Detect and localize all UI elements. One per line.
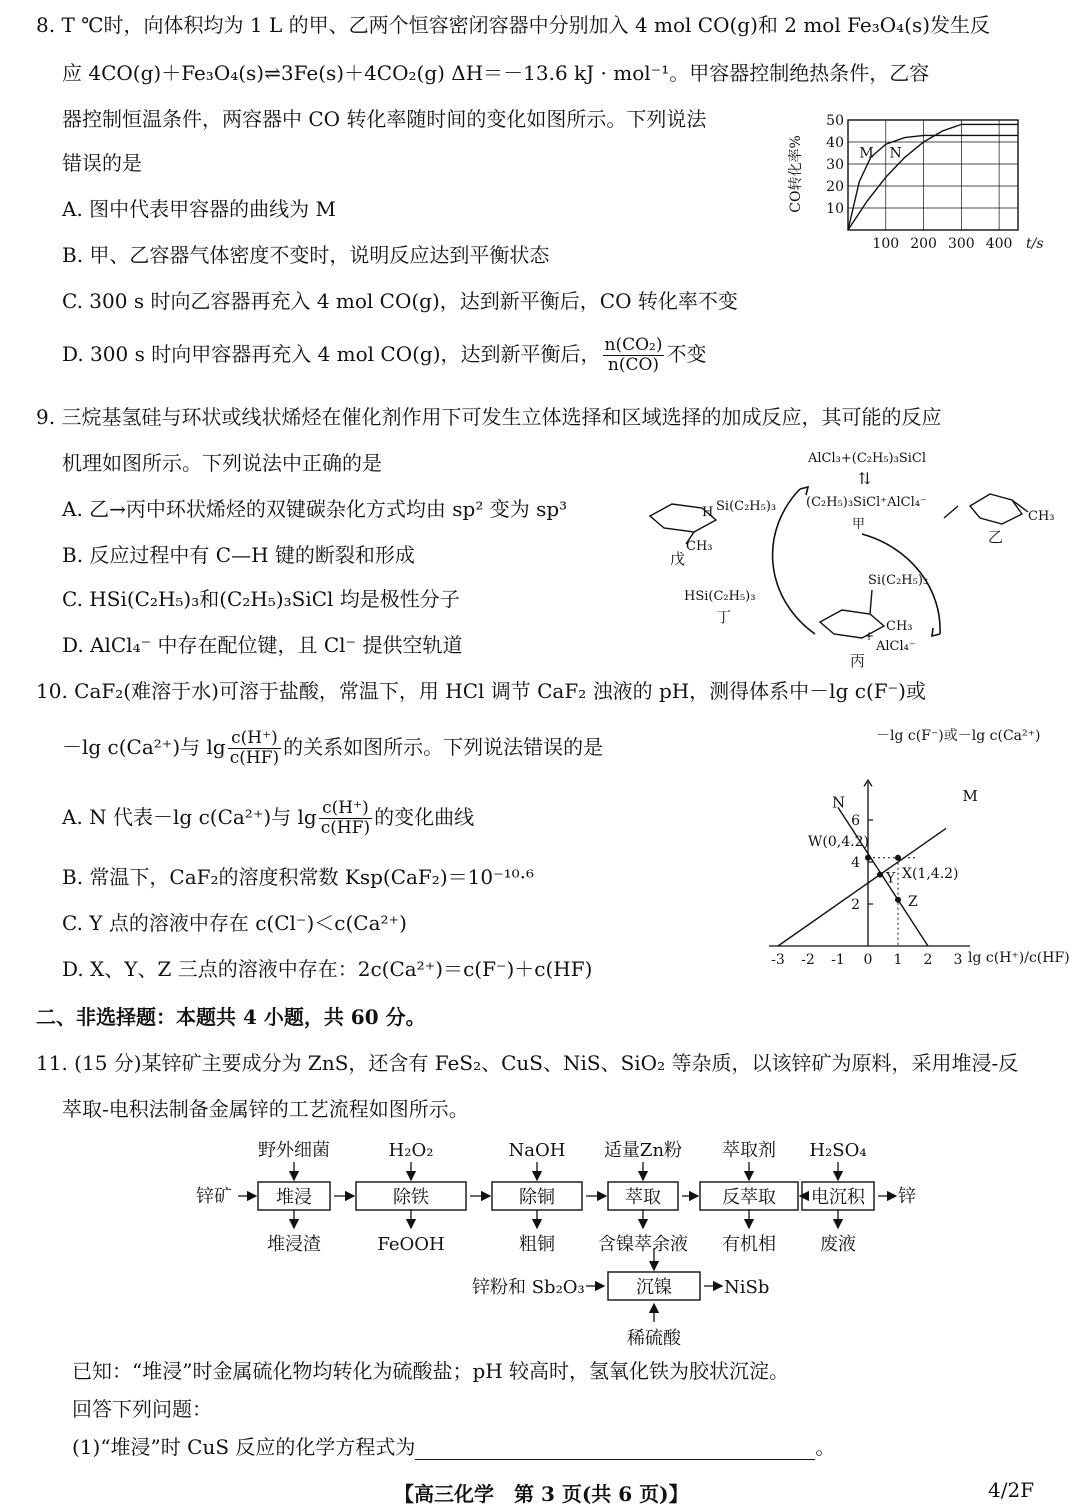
- chart8-ytick: 50: [826, 113, 844, 129]
- bing-ring: [820, 610, 884, 638]
- frac-denominator: c(HF): [229, 748, 280, 768]
- q8-option-d-text: D. 300 s 时向甲容器再充入 4 mol CO(g)，达到新平衡后，: [62, 342, 601, 366]
- chart10-point: [877, 872, 883, 878]
- q10-option-a-fraction: [319, 799, 372, 838]
- q11-stem-line1: 11. (15 分)某锌矿主要成分为 ZnS，还含有 FeS₂、CuS、NiS、SiO₂ 等杂质，以该锌矿为原料，采用堆浸-反: [36, 1051, 1019, 1075]
- flow-reagent: H₂O₂: [388, 1140, 434, 1161]
- ding-hsi: HSi(C₂H₅)₃: [684, 589, 756, 604]
- flow-box-label: 反萃取: [722, 1187, 776, 1208]
- flow-reagent: 野外细菌: [258, 1140, 330, 1161]
- chart8-ytick: 20: [826, 179, 844, 195]
- q8-option-a: A. 图中代表甲容器的曲线为 M: [62, 197, 336, 221]
- chart8-label-M: M: [859, 145, 874, 162]
- q11-stem-line2: 萃取-电积法制备金属锌的工艺流程如图所示。: [62, 1097, 469, 1121]
- flow-product: 含镍萃余液: [598, 1234, 688, 1255]
- chart8-xtick: 100: [872, 236, 900, 252]
- chart10-xtick: -1: [831, 952, 845, 968]
- chart10-ylabel: －lg c(F⁻)或－lg c(Ca²⁺): [876, 728, 1041, 744]
- chart10-label-N: N: [832, 793, 846, 812]
- chart10-xtick: -2: [801, 952, 815, 968]
- bing-si: Si(C₂H₅)₃: [868, 573, 929, 588]
- q9-option-d: D. AlCl₄⁻ 中存在配位键，且 Cl⁻ 提供空轨道: [62, 633, 463, 657]
- mech-jia-label: 甲: [852, 517, 866, 532]
- chart10-point: [865, 855, 871, 861]
- wu-h: H: [702, 505, 714, 520]
- chart10-ytick: 2: [851, 897, 860, 913]
- chart10-xtick: 0: [863, 952, 873, 968]
- yi-ch3: CH₃: [1028, 509, 1055, 524]
- page-footer: 【高三化学 第 3 页(共 6 页)】: [394, 1482, 689, 1506]
- q8-stem-line2: 应 4CO(g)＋Fe₃O₄(s)⇌3Fe(s)＋4CO₂(g) ΔH＝－13.6 kJ · mol⁻¹。甲容器控制绝热条件，乙容: [62, 61, 930, 85]
- chart10-xlabel: lg c(H⁺)/c(HF): [968, 950, 1070, 966]
- q9-option-a: A. 乙→丙中环状烯烃的双键碳杂化方式均由 sp² 变为 sp³: [62, 497, 568, 521]
- chart8-ylabel: CO转化率%: [788, 135, 804, 213]
- flow-product: 粗铜: [519, 1234, 555, 1255]
- yi-arrow: [944, 506, 958, 518]
- chart8-ytick: 40: [826, 135, 844, 151]
- q11-sub1-text: (1)“堆浸”时 CuS 反应的化学方程式为: [72, 1435, 416, 1459]
- q10-option-a: [62, 796, 474, 838]
- bing-label: 丙: [850, 652, 866, 670]
- chart10-point-label: W(0,4.2): [808, 833, 869, 850]
- q11-sub1: [72, 1434, 835, 1460]
- cycle-arc-left: [773, 489, 815, 634]
- flow-output: 锌: [898, 1186, 916, 1207]
- q9-option-c: C. HSi(C₂H₅)₃和(C₂H₅)₃SiCl 均是极性分子: [62, 587, 460, 611]
- q10-option-a-suffix: 的变化曲线: [374, 805, 475, 829]
- mechanism-diagram: [640, 444, 1060, 674]
- frac-denominator: n(CO): [607, 355, 660, 375]
- mech-eq-arrow: ⇅: [858, 469, 872, 488]
- q8-stem-line4: 错误的是: [62, 151, 142, 175]
- chart8-ytick: 30: [826, 157, 844, 173]
- chart10-xtick: -3: [771, 952, 785, 968]
- co-conversion-chart: [790, 112, 1050, 262]
- bing-alcl4: AlCl₄⁻: [876, 639, 916, 654]
- q10-option-d: D. X、Y、Z 三点的溶液中存在：2c(Ca²⁺)＝c(F⁻)＋c(HF): [62, 957, 593, 981]
- flow-reagent: 适量Zn粉: [603, 1140, 683, 1161]
- q8-option-b: B. 甲、乙容器气体密度不变时，说明反应达到平衡状态: [62, 243, 550, 267]
- wu-ch3: CH₃: [686, 539, 713, 554]
- flow-product: FeOOH: [377, 1234, 445, 1255]
- chart10-point-label: Y: [886, 870, 896, 887]
- flow-reagent: 萃取剂: [722, 1140, 776, 1161]
- section-heading: 二、非选择题：本题共 4 小题，共 60 分。: [36, 1005, 426, 1029]
- process-flow-diagram: [0, 1130, 1080, 1350]
- q9-option-b: B. 反应过程中有 C—H 键的断裂和形成: [62, 543, 415, 567]
- ding-label: 丁: [716, 608, 732, 626]
- q8-stem-line3: 器控制恒温条件，两容器中 CO 转化率随时间的变化如图所示。下列说法: [62, 107, 707, 131]
- flow-input: 锌矿: [196, 1186, 232, 1207]
- frac-numerator: c(H⁺): [228, 729, 281, 749]
- chart10-label-M: M: [962, 787, 978, 806]
- chart8-series-N: [848, 124, 1018, 230]
- q8-option-d-fraction: [603, 336, 665, 375]
- flow-ni-output: NiSb: [724, 1277, 770, 1298]
- bing-plus: +: [864, 629, 875, 643]
- q8-stem-line1: 8. T ℃时，向体积均为 1 L 的甲、乙两个恒容密闭容器中分别加入 4 mol CO(g)和 2 mol Fe₃O₄(s)发生反: [36, 13, 991, 37]
- chart8-xtick: 300: [947, 236, 975, 252]
- flow-reagent: H₂SO₄: [809, 1140, 867, 1161]
- flow-product: 堆浸渣: [267, 1234, 321, 1255]
- chart10-xtick: 3: [953, 952, 963, 968]
- q11-known: 已知：“堆浸”时金属硫化物均转化为硫酸盐；pH 较高时，氢氧化铁为胶状沉淀。: [72, 1359, 790, 1383]
- chart10-xtick: 2: [923, 952, 933, 968]
- wu-label: 戊: [670, 550, 686, 568]
- chart10-point: [895, 897, 901, 903]
- chart8-xtick: 200: [910, 236, 937, 252]
- mech-top-label: AlCl₃+(C₂H₅)₃SiCl: [808, 451, 926, 466]
- wu-si: Si(C₂H₅)₃: [716, 499, 777, 514]
- cycle-arrowhead: [800, 487, 808, 495]
- q10-stem-line2: [62, 726, 603, 768]
- q10-fraction: [228, 729, 281, 768]
- q9-stem-line1: 9. 三烷基氢硅与环状或线状烯烃在催化剂作用下可发生立体选择和区域选择的加成反应，其可能的反应: [36, 405, 942, 429]
- chart8-label-N: N: [889, 145, 902, 162]
- chart10-ytick: 4: [851, 855, 860, 871]
- bing-si-bond: [870, 590, 872, 614]
- q10-option-c: C. Y 点的溶液中存在 c(Cl⁻)＜c(Ca²⁺): [62, 911, 407, 935]
- chart10-point-label: Z: [908, 893, 918, 910]
- flow-ni-input: 锌粉和 Sb₂O₃: [472, 1277, 585, 1298]
- flow-box-label: 除铜: [519, 1187, 555, 1208]
- lg-ratio-chart: [762, 720, 1070, 990]
- bing-ch3: CH₃: [886, 619, 913, 634]
- chart8-ytick: 10: [826, 201, 844, 217]
- chart10-ytick: 6: [851, 813, 860, 829]
- yi-label: 乙: [988, 528, 1004, 546]
- q8-option-d-suffix: 不变: [666, 342, 707, 366]
- chart10-point-label: X(1,4.2): [902, 865, 959, 882]
- mech-jia-formula: (C₂H₅)₃SiCl⁺AlCl₄⁻: [806, 495, 927, 510]
- chart10-point: [895, 855, 901, 861]
- q10-option-b: B. 常温下，CaF₂的溶度积常数 Ksp(CaF₂)＝10⁻¹⁰·⁶: [62, 865, 535, 889]
- flow-box-label: 电沉积: [811, 1187, 865, 1208]
- q10-stem-line1: 10. CaF₂(难溶于水)可溶于盐酸，常温下，用 HCl 调节 CaF₂ 浊液的 pH，测得体系中－lg c(F⁻)或: [36, 679, 926, 703]
- q10-line2-suffix: 的关系如图所示。下列说法错误的是: [283, 735, 604, 759]
- flow-box-label: 除铁: [393, 1187, 429, 1208]
- q11-sub1-end: 。: [815, 1435, 836, 1459]
- chart10-xtick: 1: [893, 952, 903, 968]
- cycle-arrowhead-2: [932, 628, 940, 636]
- frac-numerator: n(CO₂): [604, 335, 663, 355]
- yi-ring: [970, 494, 1022, 524]
- chart8-xlabel: t/s: [1026, 236, 1044, 252]
- flow-product: 有机相: [722, 1234, 776, 1255]
- q11-answer-prompt: 回答下列问题：: [72, 1397, 212, 1421]
- frac-numerator: c(H⁺): [319, 799, 372, 819]
- flow-box-label: 堆浸: [276, 1187, 312, 1208]
- page-code: 4/2F: [988, 1478, 1035, 1502]
- q10-option-a-text: A. N 代表－lg c(Ca²⁺)与 lg: [62, 805, 317, 829]
- q8-option-d: [62, 334, 706, 375]
- flow-ni-reagent: 稀硫酸: [627, 1328, 681, 1349]
- q8-option-c: C. 300 s 时向乙容器再充入 4 mol CO(g)，达到新平衡后，CO 转化率不变: [62, 289, 738, 313]
- flow-reagent: NaOH: [508, 1140, 566, 1161]
- q10-line2-text: －lg c(Ca²⁺)与 lg: [62, 735, 226, 759]
- q9-stem-line2: 机理如图所示。下列说法中正确的是: [62, 451, 382, 475]
- flow-product: 废液: [820, 1234, 856, 1255]
- chart8-xtick: 400: [985, 236, 1013, 252]
- flow-box-label: 沉镍: [636, 1277, 672, 1298]
- frac-denominator: c(HF): [320, 818, 371, 838]
- flow-box-label: 萃取: [625, 1187, 661, 1208]
- answer-blank[interactable]: [415, 1439, 815, 1460]
